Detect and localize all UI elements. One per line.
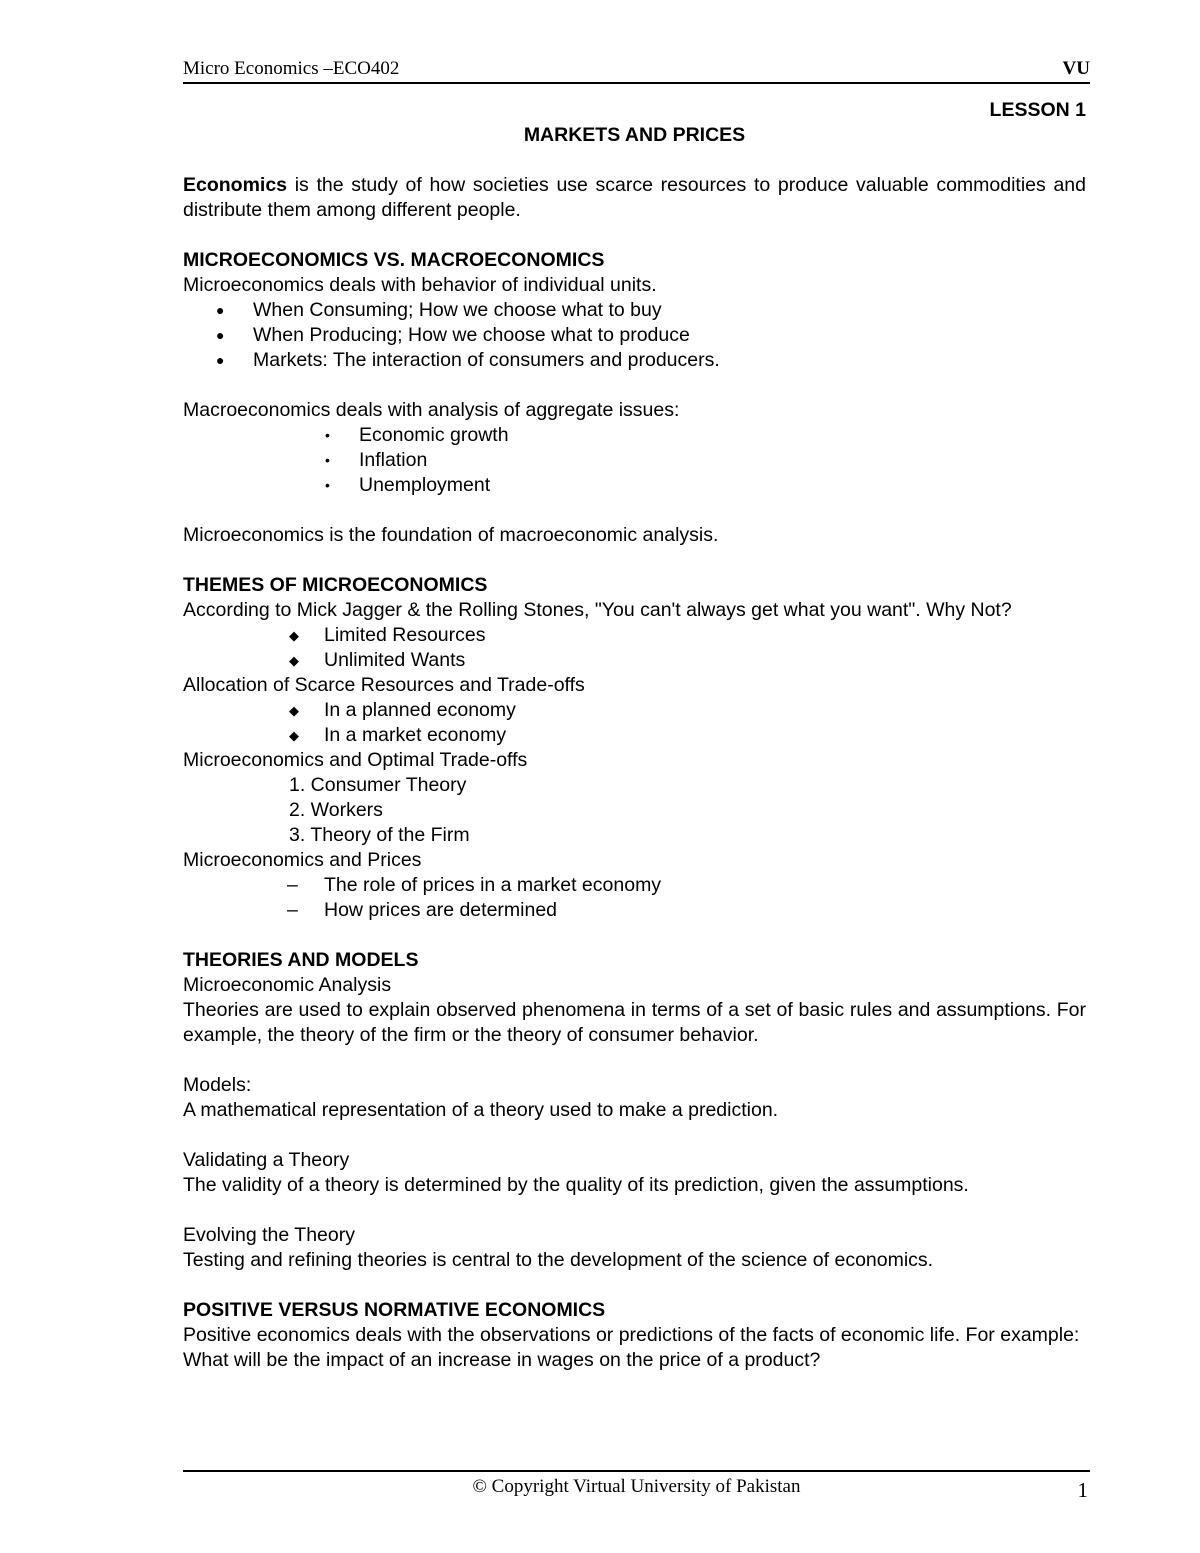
theories-subheading: Microeconomic Analysis xyxy=(183,974,392,996)
page-number: 1 xyxy=(1077,1478,1088,1502)
positive-question: What will be the impact of an increase in wages on the price of a product? xyxy=(183,1349,821,1371)
list-item: ◆ In a planned economy xyxy=(289,699,516,721)
list-item: • Economic growth xyxy=(325,424,509,446)
allocation-list xyxy=(183,698,1086,748)
evolving-label: Evolving the Theory xyxy=(183,1224,355,1246)
list-item: ● Markets: The interaction of consumers and producers. xyxy=(216,349,720,371)
diamond-bullet-icon: ◆ xyxy=(289,703,299,718)
course-title: Micro Economics –ECO402 xyxy=(183,58,400,79)
list-item: ◆ Unlimited Wants xyxy=(289,649,466,671)
diamond-bullet-icon: ◆ xyxy=(289,628,299,643)
page-footer xyxy=(183,1470,1090,1502)
section-heading-positive-normative: POSITIVE VERSUS NORMATIVE ECONOMICS xyxy=(183,1299,606,1321)
intro-paragraph xyxy=(183,173,1086,223)
validating-text: The validity of a theory is determined by the quality of its prediction, given the assumptions. xyxy=(183,1174,969,1196)
validating-label: Validating a Theory xyxy=(183,1149,350,1171)
optimal-label: Microeconomics and Optimal Trade-offs xyxy=(183,749,528,771)
bullet-icon: • xyxy=(325,452,330,468)
list-item: ● When Consuming; How we choose what to buy xyxy=(216,299,662,321)
section-heading-theories: THEORIES AND MODELS xyxy=(183,949,419,971)
page-header xyxy=(183,56,1090,84)
micro-definition: Microeconomics deals with behavior of individual units. xyxy=(183,274,657,296)
bullet-icon: ● xyxy=(216,352,225,368)
models-text: A mathematical representation of a theory used to make a prediction. xyxy=(183,1099,779,1121)
dash-bullet-icon: – xyxy=(287,899,298,921)
list-item: – The role of prices in a market economy xyxy=(287,874,662,896)
main-content xyxy=(183,98,1086,1373)
list-item: ◆ In a market economy xyxy=(289,724,507,746)
section-heading-themes: THEMES OF MICROECONOMICS xyxy=(183,574,488,596)
institution-label: VU xyxy=(1062,58,1090,79)
evolving-text: Testing and refining theories is central to the development of the science of economics. xyxy=(183,1249,934,1271)
theories-text: Theories are used to explain observed phenomena in terms of a set of basic rules and assumptions. For example, the theory of the firm or the theory of consumer behavior. xyxy=(183,999,1086,1046)
models-label: Models: xyxy=(183,1074,252,1096)
section-heading-micro-vs-macro: MICROECONOMICS VS. MACROECONOMICS xyxy=(183,249,605,271)
macro-list xyxy=(183,423,1086,498)
micro-list xyxy=(183,298,1086,373)
themes-intro: According to Mick Jagger & the Rolling Stones, "You can't always get what you want". Why Not? xyxy=(183,599,1012,621)
foundation-statement: Microeconomics is the foundation of macroeconomic analysis. xyxy=(183,524,719,546)
why-list xyxy=(183,623,1086,673)
list-item: 2. Workers xyxy=(289,799,383,821)
lesson-label: LESSON 1 xyxy=(989,99,1086,121)
page-title: MARKETS AND PRICES xyxy=(523,124,746,146)
diamond-bullet-icon: ◆ xyxy=(289,653,299,668)
list-item: – How prices are determined xyxy=(287,899,558,921)
positive-text: Positive economics deals with the observations or predictions of the facts of economic life. For example: xyxy=(183,1324,1080,1346)
prices-list xyxy=(183,873,1086,923)
prices-label: Microeconomics and Prices xyxy=(183,849,422,871)
intro-text: is the study of how societies use scarce resources to produce valuable commodities and distribute them among different people. xyxy=(183,174,1086,221)
copyright-notice: © Copyright Virtual University of Pakistan xyxy=(472,1476,801,1497)
list-item: 1. Consumer Theory xyxy=(289,774,467,796)
bullet-icon: • xyxy=(325,427,330,443)
list-item: ● When Producing; How we choose what to produce xyxy=(216,324,690,346)
macro-definition: Macroeconomics deals with analysis of aggregate issues: xyxy=(183,399,680,421)
dash-bullet-icon: – xyxy=(287,874,298,896)
list-item: • Unemployment xyxy=(325,474,491,496)
optimal-list xyxy=(183,773,1086,848)
list-item: 3. Theory of the Firm xyxy=(289,824,470,846)
bullet-icon: • xyxy=(325,477,330,493)
bullet-icon: ● xyxy=(216,302,225,318)
list-item: • Inflation xyxy=(325,449,428,471)
list-item: ◆ Limited Resources xyxy=(289,624,486,646)
intro-term: Economics xyxy=(183,174,288,196)
allocation-label: Allocation of Scarce Resources and Trade-offs xyxy=(183,674,585,696)
bullet-icon: ● xyxy=(216,327,225,343)
diamond-bullet-icon: ◆ xyxy=(289,728,299,743)
